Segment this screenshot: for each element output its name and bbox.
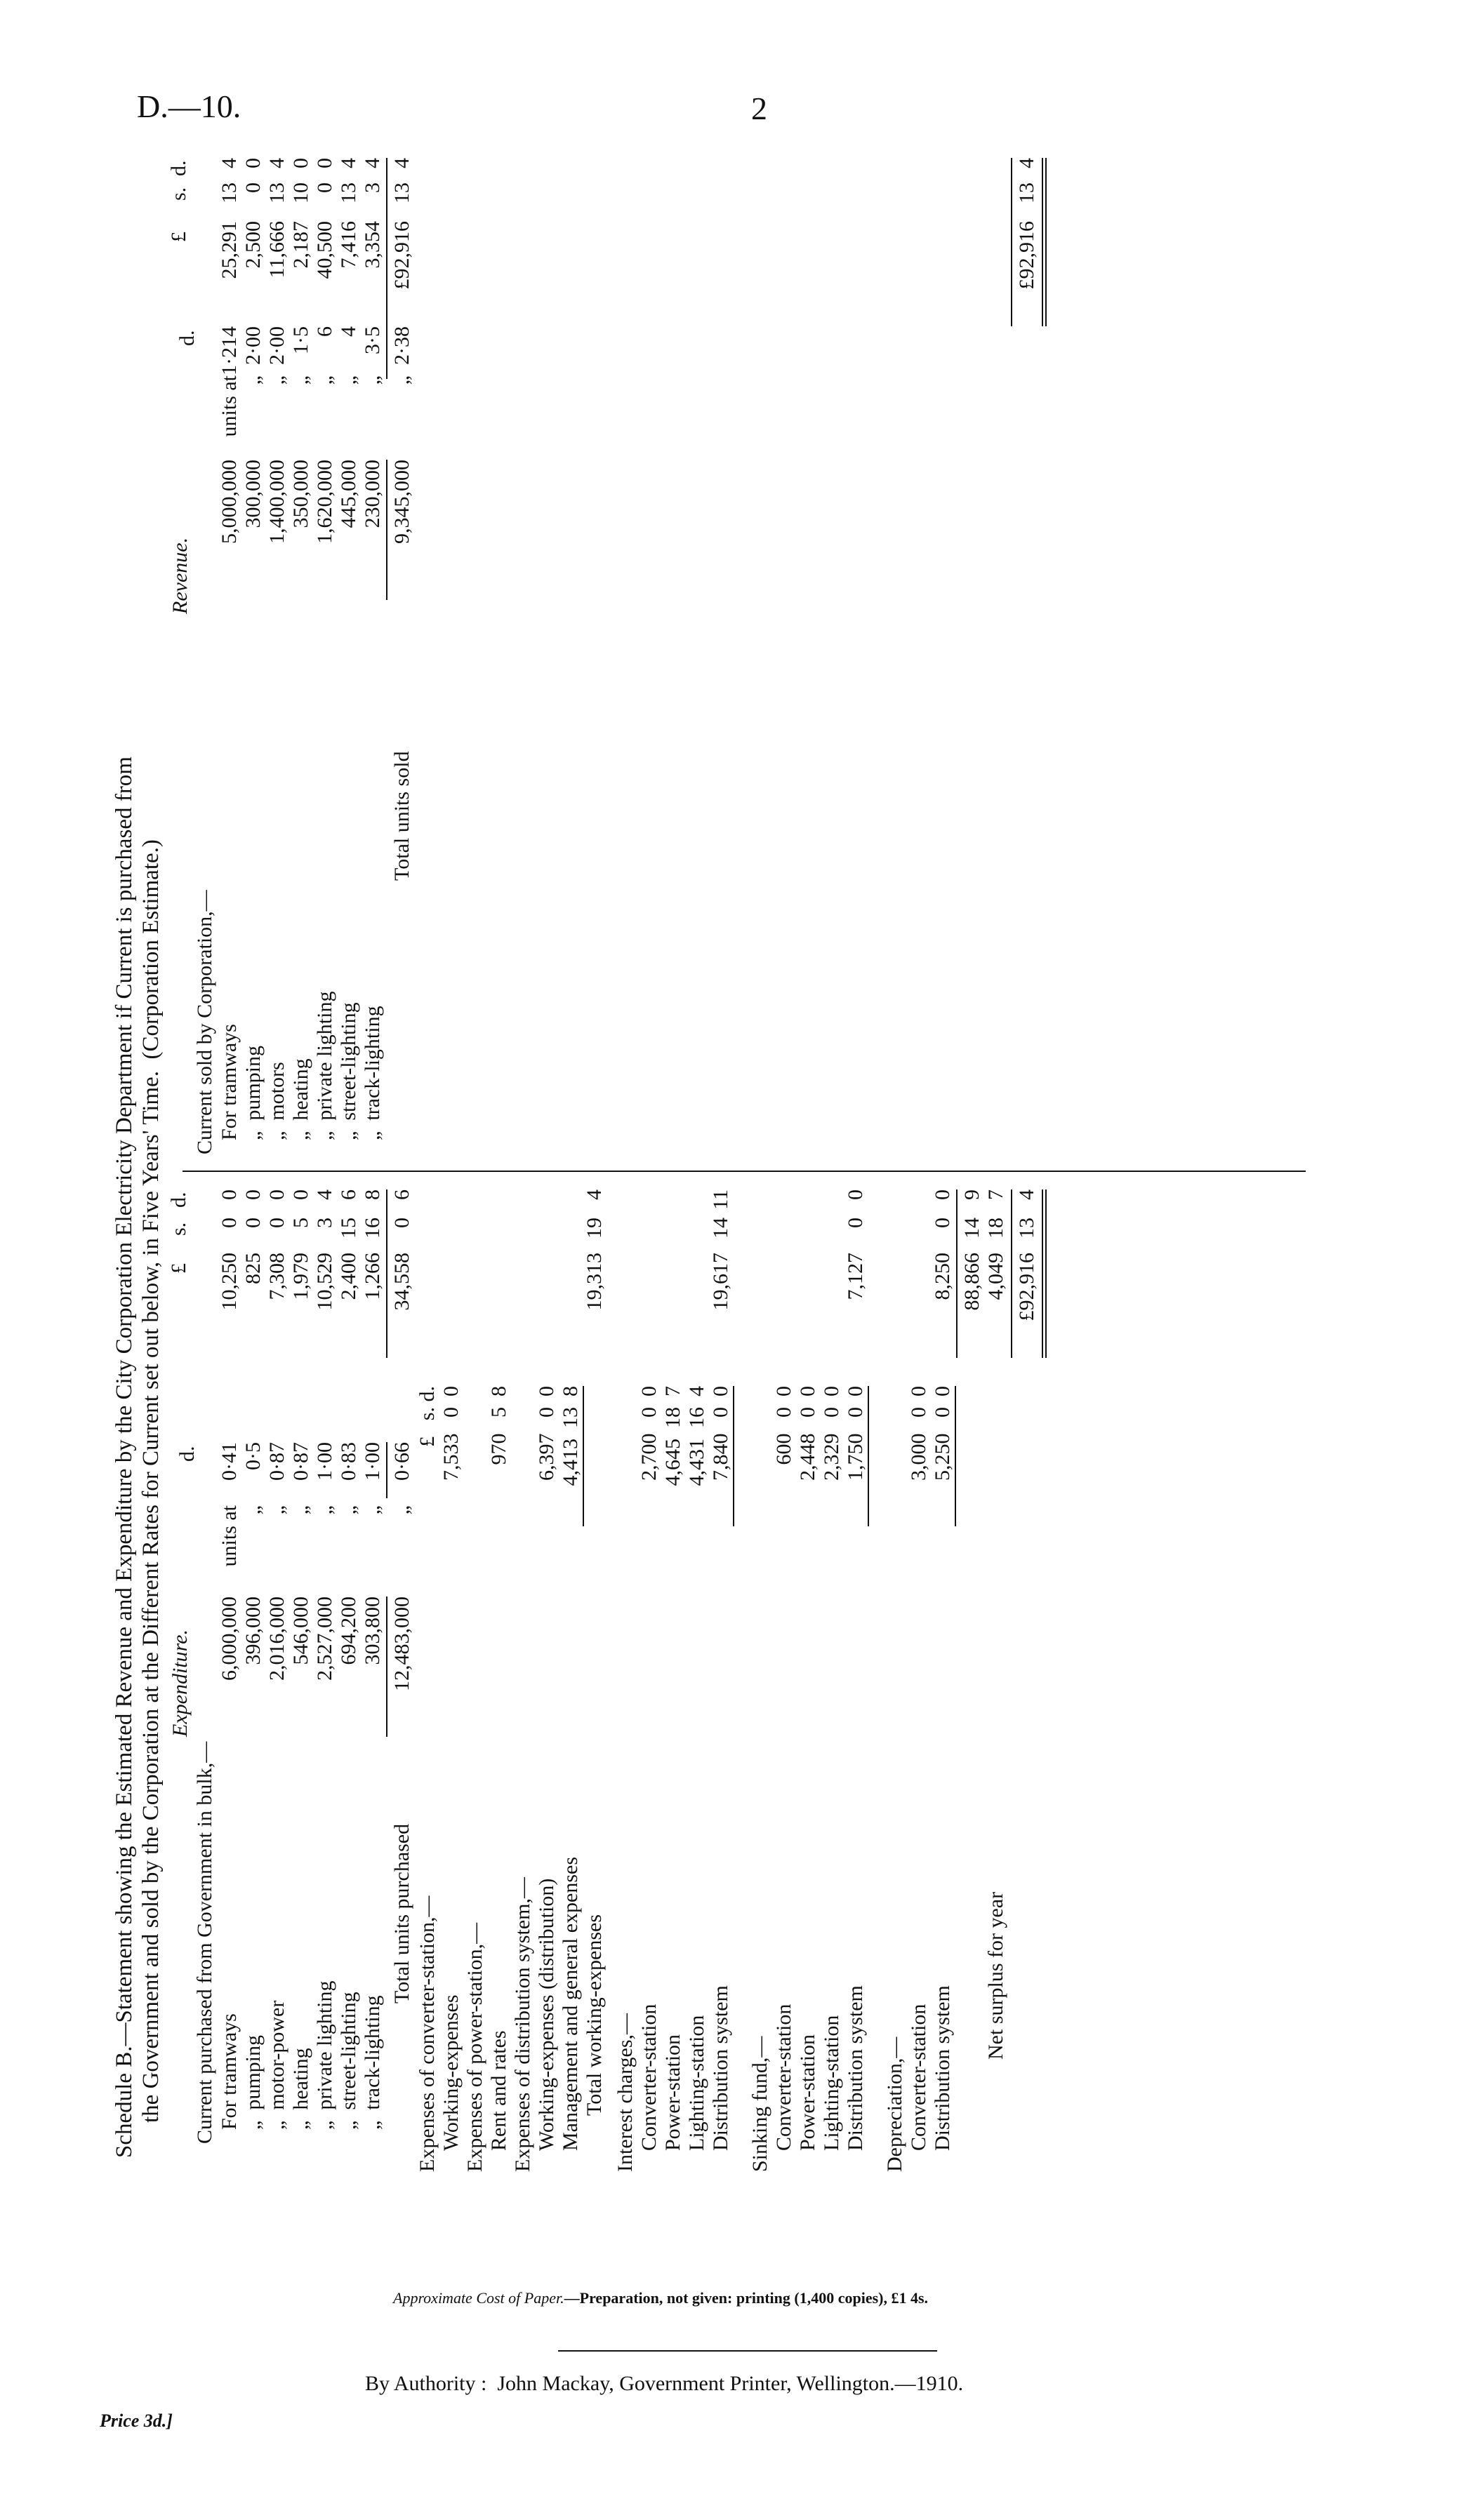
expenditure-row-label: „ private lighting <box>313 1980 336 2130</box>
revenue-row-d: 4 <box>337 158 360 168</box>
expenditure-row-d: 0 <box>218 1189 241 1200</box>
expenditure-row-d: 0 <box>265 1189 289 1200</box>
total-units-sold-label: Total units sold <box>390 751 413 881</box>
expenditure-grand-total-pounds: £92,916 <box>1015 1253 1038 1321</box>
revenue-row-pounds: 11,666 <box>265 221 289 279</box>
paper-cost-label: Approximate Cost of Paper. <box>393 2289 564 2307</box>
expenditure-row-units: 2,016,000 <box>265 1596 289 1681</box>
interest-charges-item-label: Power-station <box>661 2034 684 2151</box>
expenditure-row-pounds: 1,266 <box>361 1253 384 1300</box>
distribution-working-label: Working-expenses (distribution) <box>535 1878 558 2151</box>
expenditure-row-label: „ pumping <box>241 2035 265 2130</box>
interest-charges-item-amount: 4,431 16 4 <box>685 1386 708 1486</box>
power-rent-amount: 970 5 8 <box>487 1386 510 1465</box>
expenditure-row-rate: 0·87 <box>265 1442 289 1481</box>
revenue-grand-total-rule-2 <box>1045 158 1047 326</box>
sinking-fund-item-amount: 1,750 0 0 <box>844 1386 867 1481</box>
total-working-s: 19 <box>583 1218 606 1239</box>
revenue-row-at: „ <box>313 375 336 385</box>
interest-charges-items-rule <box>733 1386 734 1526</box>
total-units-sold-s: 13 <box>390 182 413 204</box>
expenditure-row-d: 4 <box>313 1189 336 1200</box>
subtotal-s: 14 <box>960 1218 983 1239</box>
expenditure-row-units: 546,000 <box>289 1596 312 1665</box>
revenue-row-s: 13 <box>218 182 241 204</box>
revenue-row-rate: 4 <box>337 326 360 337</box>
interest-charges-item-label: Converter-station <box>637 2004 661 2151</box>
revenue-row-label: „ motors <box>265 1062 289 1140</box>
revenue-row-units: 350,000 <box>289 460 312 528</box>
revenue-row-d: 4 <box>265 158 289 168</box>
net-surplus-d: 7 <box>984 1189 1007 1200</box>
units-total-rule <box>386 1596 387 1737</box>
revenue-row-label: „ private lighting <box>313 991 336 1140</box>
revenue-row-label: „ track-lighting <box>361 1006 384 1140</box>
revenue-row-d: 0 <box>241 158 265 168</box>
expenditure-row-label: „ motor-power <box>265 2000 289 2130</box>
interest-charges-item-label: Distribution system <box>709 1985 732 2151</box>
expenditure-row-at: „ <box>289 1505 312 1515</box>
schedule-table <box>112 137 1411 2172</box>
revenue-grand-total-rule-top <box>1011 158 1012 326</box>
revenue-row-at: units at <box>218 375 241 437</box>
expenditure-heading: Expenditure. <box>168 1629 192 1737</box>
total-units-purchased-d: 6 <box>390 1189 413 1200</box>
converter-working-label: Working-expenses <box>439 1994 463 2151</box>
revenue-heading: Revenue. <box>168 537 192 614</box>
revenue-rate-rule <box>386 326 387 379</box>
converter-working-amount: 7,533 0 0 <box>439 1386 463 1481</box>
depreciation-item-amount: 3,000 0 0 <box>907 1386 930 1481</box>
revenue-col-rate-header: d. <box>175 330 199 346</box>
revenue-row-at: „ <box>289 375 312 385</box>
subtotal-pounds: 88,866 <box>960 1253 983 1311</box>
interest-charges-label: Interest charges,— <box>614 2013 637 2172</box>
interest-charges-total-pounds: 19,617 <box>709 1253 732 1311</box>
expenditure-grand-total-s: 13 <box>1015 1218 1038 1239</box>
expenditure-row-units: 303,800 <box>361 1596 384 1665</box>
expenditure-row-at: „ <box>337 1505 360 1515</box>
management-expenses-amount: 4,413 13 8 <box>559 1386 582 1486</box>
revenue-row-units: 300,000 <box>241 460 265 528</box>
total-units-sold-pounds: £92,916 <box>390 221 413 290</box>
revenue-row-at: „ <box>337 375 360 385</box>
converter-expenses-label: Expenses of converter-station,— <box>416 1895 439 2172</box>
expenditure-row-at: „ <box>361 1505 384 1515</box>
expenditure-row-pounds: 825 <box>241 1253 265 1284</box>
sinking-fund-item-amount: 600 0 0 <box>772 1386 795 1465</box>
working-items-rule <box>583 1386 584 1526</box>
sinking-fund-total-d: 0 <box>844 1189 867 1200</box>
revenue-row-rate: 1·214 <box>218 326 241 375</box>
power-rent-label: Rent and rates <box>487 2030 510 2151</box>
power-expenses-label: Expenses of power-station,— <box>463 1922 486 2172</box>
authority-line: By Authority : John Mackay, Government Printer, Wellington.—1910. <box>365 2372 964 2395</box>
revenue-row-units: 1,400,000 <box>265 460 289 544</box>
expenditure-row-label: „ street-lighting <box>337 1992 360 2130</box>
total-units-sold-units: 9,345,000 <box>390 460 413 544</box>
net-surplus-label: Net surplus for year <box>984 1891 1007 2060</box>
schedule-title-line1: Schedule B.—Statement showing the Estimated Revenue and Expenditure by the City Corporation Electricity Department if Current is purchased from <box>112 756 137 2158</box>
total-units-purchased-units: 12,483,000 <box>390 1596 413 1691</box>
revenue-row-label: For tramways <box>218 1024 241 1140</box>
col-rate-header: d. <box>175 1446 199 1462</box>
revenue-row-d: 4 <box>361 158 384 168</box>
grand-total-rule-top <box>1011 1189 1012 1358</box>
revenue-row-pounds: 7,416 <box>337 221 360 269</box>
depreciation-item-label: Converter-station <box>907 2004 930 2151</box>
revenue-row-units: 1,620,000 <box>313 460 336 544</box>
document-reference: D.—10. <box>137 88 241 124</box>
interest-charges-item-amount: 4,645 18 7 <box>661 1386 684 1486</box>
revenue-row-s: 10 <box>289 182 312 204</box>
revenue-row-d: 4 <box>218 158 241 168</box>
sinking-fund-item-label: Lighting-station <box>820 2015 843 2151</box>
expenditure-row-at: „ <box>313 1505 336 1515</box>
revenue-col-pounds-header: £ <box>167 232 190 242</box>
expenditure-row-pounds: 10,529 <box>313 1253 336 1311</box>
schedule-title-line2: the Government and sold by the Corporation at the Different Rates for Current set out below, in Five Years' Time. (Corporation Estimate.) <box>138 839 164 2123</box>
expenditure-row-rate: 0·87 <box>289 1442 312 1481</box>
sinking-fund-label: Sinking fund,— <box>748 2036 771 2172</box>
revenue-grand-total-pounds: £92,916 <box>1015 221 1038 290</box>
expenditure-row-s: 15 <box>337 1218 360 1239</box>
revenue-row-units: 230,000 <box>361 460 384 528</box>
expenditure-row-rate: 0·41 <box>218 1442 241 1481</box>
subtotal-d: 9 <box>960 1189 983 1200</box>
total-working-pounds: 19,313 <box>583 1253 606 1311</box>
expenditure-row-label: „ track-lighting <box>361 1995 384 2130</box>
sinking-fund-item-label: Converter-station <box>772 2004 795 2151</box>
total-units-purchased-at: „ <box>390 1505 413 1515</box>
interest-charges-total-d: 11 <box>709 1189 732 1210</box>
expenditure-row-rate: 1·00 <box>313 1442 336 1481</box>
total-units-sold-at: „ <box>390 375 413 385</box>
interest-charges-item-amount: 2,700 0 0 <box>637 1386 661 1481</box>
item-column-header: £ s. d. <box>416 1386 439 1447</box>
revenue-pounds-rule <box>386 158 387 326</box>
paper-cost-note <box>393 2289 928 2307</box>
sinking-fund-total-s: 0 <box>844 1218 867 1228</box>
revenue-grand-total-d: 4 <box>1015 158 1038 168</box>
revenue-row-rate: 3·5 <box>361 326 384 354</box>
expenditure-row-pounds: 10,250 <box>218 1253 241 1311</box>
revenue-row-pounds: 25,291 <box>218 221 241 279</box>
revenue-row-d: 0 <box>313 158 336 168</box>
interest-charges-item-amount: 7,840 0 0 <box>709 1386 732 1481</box>
col-pence-header: d. <box>167 1192 190 1208</box>
total-working-d: 4 <box>583 1189 606 1200</box>
expenditure-grand-total-d: 4 <box>1015 1189 1038 1200</box>
expenditure-row-units: 694,200 <box>337 1596 360 1665</box>
revenue-row-label: „ heating <box>289 1058 312 1140</box>
authority-divider <box>558 2350 937 2352</box>
total-units-purchased-rate: 0·66 <box>390 1442 413 1481</box>
revenue-row-s: 13 <box>337 182 360 204</box>
expenditure-row-label: „ heating <box>289 2048 312 2130</box>
revenue-row-at: „ <box>241 375 265 385</box>
revenue-row-rate: 2·00 <box>265 326 289 365</box>
revenue-row-at: „ <box>361 375 384 385</box>
page-number: 2 <box>751 91 767 126</box>
grand-total-rule-1 <box>1042 1189 1043 1358</box>
expenditure-row-s: 0 <box>218 1218 241 1228</box>
expenditure-row-d: 6 <box>337 1189 360 1200</box>
net-surplus-pounds: 4,049 <box>984 1253 1007 1300</box>
expenditure-row-units: 6,000,000 <box>218 1596 241 1681</box>
col-pounds-header: £ <box>167 1263 190 1274</box>
expenditure-row-pounds: 1,979 <box>289 1253 312 1300</box>
total-units-purchased-pounds: 34,558 <box>390 1253 413 1311</box>
revenue-col-pence-header: d. <box>167 160 190 176</box>
depreciation-total-pounds: 8,250 <box>931 1253 954 1300</box>
total-units-purchased-label: Total units purchased <box>390 1823 413 2004</box>
revenue-row-rate: 2·00 <box>241 326 265 365</box>
grand-total-rule-2 <box>1045 1189 1047 1358</box>
total-units-sold-d: 4 <box>390 158 413 168</box>
revenue-row-pounds: 2,187 <box>289 221 312 269</box>
expenditure-row-units: 2,527,000 <box>313 1596 336 1681</box>
revenue-row-s: 3 <box>361 182 384 193</box>
sinking-fund-item-label: Distribution system <box>844 1985 867 2151</box>
depreciation-label: Depreciation,— <box>883 2036 906 2172</box>
revenue-row-pounds: 3,354 <box>361 221 384 269</box>
total-working-label: Total working-expenses <box>583 1914 606 2116</box>
expenditure-row-s: 5 <box>289 1218 312 1228</box>
interest-charges-total-s: 14 <box>709 1218 732 1239</box>
price-note: Price 3d.] <box>100 2411 173 2431</box>
expenditure-row-rate: 1·00 <box>361 1442 384 1481</box>
expenditure-row-pounds: 7,308 <box>265 1253 289 1300</box>
sinking-fund-item-amount: 2,329 0 0 <box>820 1386 843 1481</box>
expenditure-row-at: „ <box>265 1505 289 1515</box>
expenditure-row-rate: 0·83 <box>337 1442 360 1481</box>
paper-cost-detail: —Preparation, not given: printing (1,400 copies), £1 4s. <box>564 2289 929 2307</box>
expenditure-row-pounds: 2,400 <box>337 1253 360 1300</box>
distribution-expenses-label: Expenses of distribution system,— <box>511 1877 534 2172</box>
total-units-sold-rate: 2·38 <box>390 326 413 365</box>
expenditure-section-label: Current purchased from Government in bulk,— <box>193 1741 216 2144</box>
sinking-fund-items-rule <box>868 1386 869 1526</box>
revenue-section-label: Current sold by Corporation,— <box>193 890 216 1154</box>
revenue-row-units: 5,000,000 <box>218 460 241 544</box>
depreciation-total-s: 0 <box>931 1218 954 1228</box>
revenue-col-shillings-header: s. <box>167 187 190 201</box>
revenue-row-units: 445,000 <box>337 460 360 528</box>
revenue-grand-total-s: 13 <box>1015 182 1038 204</box>
depreciation-items-rule <box>955 1386 956 1526</box>
expenditure-row-label: For tramways <box>218 2013 241 2130</box>
subtotal-rule <box>956 1189 958 1358</box>
expenditure-row-d: 8 <box>361 1189 384 1200</box>
pounds-total-rule <box>386 1189 387 1358</box>
revenue-row-s: 0 <box>241 182 265 193</box>
revenue-row-s: 0 <box>313 182 336 193</box>
depreciation-item-amount: 5,250 0 0 <box>931 1386 954 1481</box>
sinking-fund-item-amount: 2,448 0 0 <box>796 1386 819 1481</box>
depreciation-total-d: 0 <box>931 1189 954 1200</box>
sinking-fund-item-label: Power-station <box>796 2034 819 2151</box>
distribution-working-amount: 6,397 0 0 <box>535 1386 558 1481</box>
expenditure-row-rate: 0·5 <box>241 1442 265 1470</box>
revenue-row-d: 0 <box>289 158 312 168</box>
col-shillings-header: s. <box>167 1222 190 1236</box>
revenue-row-rate: 6 <box>313 326 336 337</box>
expenditure-row-s: 3 <box>313 1218 336 1228</box>
revenue-row-pounds: 40,500 <box>313 221 336 279</box>
revenue-grand-total-rule-1 <box>1042 158 1043 326</box>
revenue-row-at: „ <box>265 375 289 385</box>
expenditure-row-d: 0 <box>289 1189 312 1200</box>
expenditure-row-d: 0 <box>241 1189 265 1200</box>
revenue-row-rate: 1·5 <box>289 326 312 354</box>
expenditure-row-at: units at <box>218 1505 241 1567</box>
expenditure-row-at: „ <box>241 1505 265 1515</box>
depreciation-item-label: Distribution system <box>931 1985 954 2151</box>
expenditure-row-s: 0 <box>265 1218 289 1228</box>
revenue-row-label: „ pumping <box>241 1046 265 1140</box>
expenditure-row-s: 0 <box>241 1218 265 1228</box>
revenue-row-pounds: 2,500 <box>241 221 265 269</box>
sinking-fund-total-pounds: 7,127 <box>844 1253 867 1300</box>
interest-charges-item-label: Lighting-station <box>685 2015 708 2151</box>
net-surplus-s: 18 <box>984 1218 1007 1239</box>
total-units-purchased-s: 0 <box>390 1218 413 1228</box>
rate-total-rule <box>386 1442 387 1498</box>
revenue-row-s: 13 <box>265 182 289 204</box>
expenditure-row-units: 396,000 <box>241 1596 265 1665</box>
revenue-row-label: „ street-lighting <box>337 1002 360 1140</box>
column-separator <box>183 1171 1306 1172</box>
management-expenses-label: Management and general expenses <box>559 1857 582 2151</box>
expenditure-row-s: 16 <box>361 1218 384 1239</box>
revenue-units-rule <box>386 460 387 600</box>
